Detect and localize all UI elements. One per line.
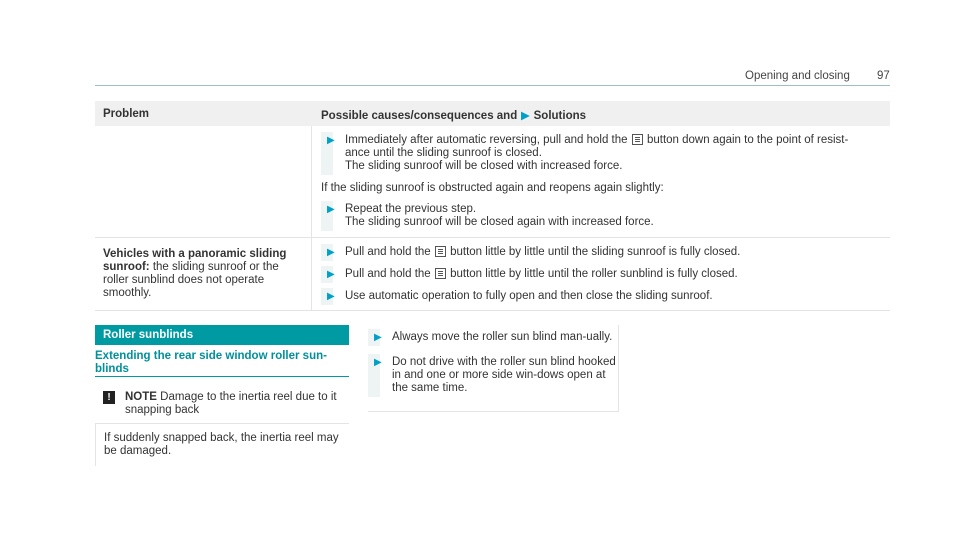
sunroof-button-icon — [632, 134, 643, 145]
note-body: If suddenly snapped back, the inertia reel may be damaged. — [95, 424, 349, 466]
col-causes-label: Possible causes/consequences and — [321, 110, 518, 122]
sunroof-button-icon — [435, 246, 446, 257]
note-box — [95, 385, 349, 466]
problem-table — [95, 101, 890, 311]
paragraph: If the sliding sunroof is obstructed again and reopens again slightly: — [321, 182, 664, 194]
play-arrow-icon: ▶ — [327, 247, 335, 258]
warning-icon: ! — [103, 391, 115, 404]
section-title: Roller sunblinds — [95, 325, 349, 345]
play-arrow-icon: ▶ — [327, 135, 335, 146]
note-label: NOTE — [125, 391, 157, 403]
col-solutions-label: Solutions — [533, 110, 587, 122]
header-section: Opening and closing — [745, 70, 850, 82]
list-item: ▶ Repeat the previous step. The sliding sunroof will be closed again with increased force. — [321, 203, 880, 229]
problem-text: Vehicles with a panoramic sliding sunroof: the sliding sunroof or the roller sunblind does not operate smoothly. — [103, 248, 287, 299]
play-arrow-icon: ▶ — [327, 204, 335, 215]
header-page: 97 — [877, 70, 890, 82]
list-item: ▶ Pull and hold the button little by little until the sliding sunroof is fully closed. — [321, 246, 880, 259]
list-item: ▶ Pull and hold the button little by little until the roller sunblind is fully closed. — [321, 268, 880, 281]
table-header — [95, 101, 890, 126]
play-arrow-icon: ▶ — [327, 291, 335, 302]
list-item: ▶ Use automatic operation to fully open and then close the sliding sunroof. — [321, 290, 880, 303]
section-subtitle: Extending the rear side window roller sun-blinds — [95, 350, 327, 375]
subtitle-rule — [95, 376, 349, 377]
header-rule — [95, 85, 890, 86]
list-item: ▶ Immediately after automatic reversing, pull and hold the button down again to the point of resist- ance until the sliding sunroof is closed. The sliding sunroof will be closed with increased force. — [321, 134, 880, 173]
sunroof-button-icon — [435, 268, 446, 279]
play-arrow-icon: ▶ — [374, 357, 382, 368]
col-causes — [321, 108, 586, 122]
table-row — [95, 126, 890, 238]
col-problem: Problem — [103, 108, 150, 120]
play-arrow-icon: ▶ — [374, 332, 382, 343]
note-title: Damage to the inertia reel due to it snapping back — [125, 391, 337, 416]
play-arrow-icon: ▶ — [327, 269, 335, 280]
list-item: ▶ Always move the roller sun blind man-ually. — [368, 331, 618, 344]
list-item: ▶ Do not drive with the roller sun blind hooked in and one or more side win-dows open at the same time. — [368, 356, 618, 395]
play-arrow-icon: ▶ — [521, 110, 530, 122]
table-row — [95, 238, 890, 311]
warning-box — [368, 325, 619, 412]
